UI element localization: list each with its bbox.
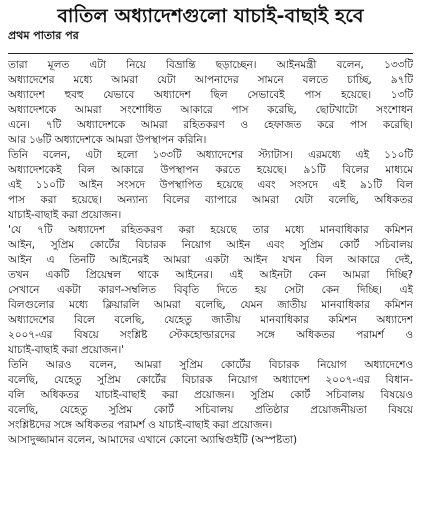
text-line: তিনি আরও বলেন, আমরা সুপ্রিম কোর্টের বিচারক নিয়োগ অধ্যাদেশেও <box>8 359 413 371</box>
text-line: পাস করা হয়েছে। অন্যান্য বিলের ব্যাপারে আমরা যেটা বলেছি, অধিকতর <box>8 194 413 206</box>
text-line: যাচাই-বাছাই করা প্রয়োজন।' <box>8 344 125 356</box>
text-line: ২০০৭-এর বিষয়ে সংশ্লিষ্ট স্টেকহোল্ডারদের সঙ্গে অধিকতর পরামর্শ ও <box>8 329 413 341</box>
text-line: তখন একটি প্রিয়েম্বল থাকে আইনের। এই আইনটা কেন আমরা দিচ্ছি? <box>8 269 413 281</box>
article-paragraph <box>8 148 413 223</box>
text-line: আসাদুজ্জামান বলেন, আমাদের এখানে কোনো অ্যাম্বিগুইটি (অস্পষ্টতা) <box>8 434 298 446</box>
text-line: অধ্যাদেশ হুবহু যেভাবে অধ্যাদেশ ছিল সেভাবেই পাস হয়েছে। ১৩টি <box>8 89 413 101</box>
continuation-note: প্রথম পাতার পর <box>8 29 79 42</box>
text-line: সেখানে একটা কারণ-সম্বলিত বিবৃতি দিতে হয় সেটা কেন দিচ্ছি। এই <box>8 284 413 296</box>
text-line: 'যে ৭টি অধ্যাদেশ রহিতকরণ করা হয়েছে তার মধ্যে মানবাধিকার কমিশন <box>8 224 413 236</box>
text-line: বলেছি, যেহেতু সুপ্রিম কোর্টের বিচারক নিয়োগ অধ্যাদেশ ২০০৭-এর বিধান- <box>8 374 413 386</box>
text-line: অধ্যাদেশকে আমরা সংশোধিত আকারে পাস করেছি, ছোটখাটো সংশোধন <box>8 104 413 116</box>
divider <box>8 53 413 54</box>
text-line: অধ্যাদেশের মধ্যে আমরা যেটা আপনাদের সামনে বলতে চাচ্ছি, ৯৭টি <box>8 74 413 86</box>
text-line: বলেছি, যেহেতু সুপ্রিম কোর্ট সচিবালয় প্রতিষ্ঠার প্রয়োজনীয়তা বিষয়ে <box>8 404 413 416</box>
text-line: তারা মূলত এটা নিয়ে বিভ্রান্তি ছড়াচ্ছেন। আইনমন্ত্রী বলেন, ১৩৩টি <box>8 59 413 71</box>
text-line: সংশ্লিষ্টদের সঙ্গে অধিকতর পরামর্শ ও যাচাই-বাছাই করা প্রয়োজন। <box>8 419 273 431</box>
headline: বাতিল অধ্যাদেশগুলো যাচাই-বাছাই হবে <box>57 5 364 27</box>
text-line: এই ১১০টি আইন সংসদে উপস্থাপিত হয়েছে এবং সংসদে এই ৯১টি বিল <box>8 179 413 191</box>
text-line: যাচাই-বাছাই করা প্রয়োজন। <box>8 209 122 221</box>
article-paragraph <box>8 223 413 358</box>
text-line: আইন, সুপ্রিম কোর্টের বিচারক নিয়োগ আইন এবং সুপ্রিম কোর্ট সচিবালয় <box>8 239 413 251</box>
text-line: অধ্যাদেশের বিলে বলেছি, যেহেতু জাতীয় মানবাধিকার কমিশন অধ্যাদেশ <box>8 314 413 326</box>
article-paragraph <box>8 433 413 448</box>
text-line: বিলগুলোর মধ্যে ক্লিয়ারলি আমরা বলেছি, যেমন জাতীয় মানবাধিকার কমিশন <box>8 299 413 311</box>
article-paragraph <box>8 58 413 148</box>
text-line: অধ্যাদেশকেই বিল আকারে উপস্থাপন করতে হয়েছে। ৯১টি বিলের মাধ্যমে <box>8 164 413 176</box>
text-line: আইন এ তিনটি আইনেরই আমরা একটা আইন যখন বিল আকারে দেই, <box>8 254 413 266</box>
article-body <box>8 58 413 448</box>
article-paragraph <box>8 358 413 433</box>
text-line: তিনি বলেন, এটা হলো ১৩৩টি অধ্যাদেশের স্ট্যাটাস। এরমধ্যে এই ১১০টি <box>8 149 413 161</box>
text-line: আর ১৬টি অধ্যাদেশকে আমরা উপস্থাপন করিনি। <box>8 134 207 146</box>
text-line: এনে। ৭টি অধ্যাদেশকে আমরা রহিতকরণ ও হেফাজত করে পাস করেছি। <box>8 119 413 131</box>
text-line: বলি অধিকতর যাচাই-বাছাই করা প্রয়োজন। সুপ্রিম কোর্ট সচিবালয় বিষয়েও <box>8 389 413 401</box>
